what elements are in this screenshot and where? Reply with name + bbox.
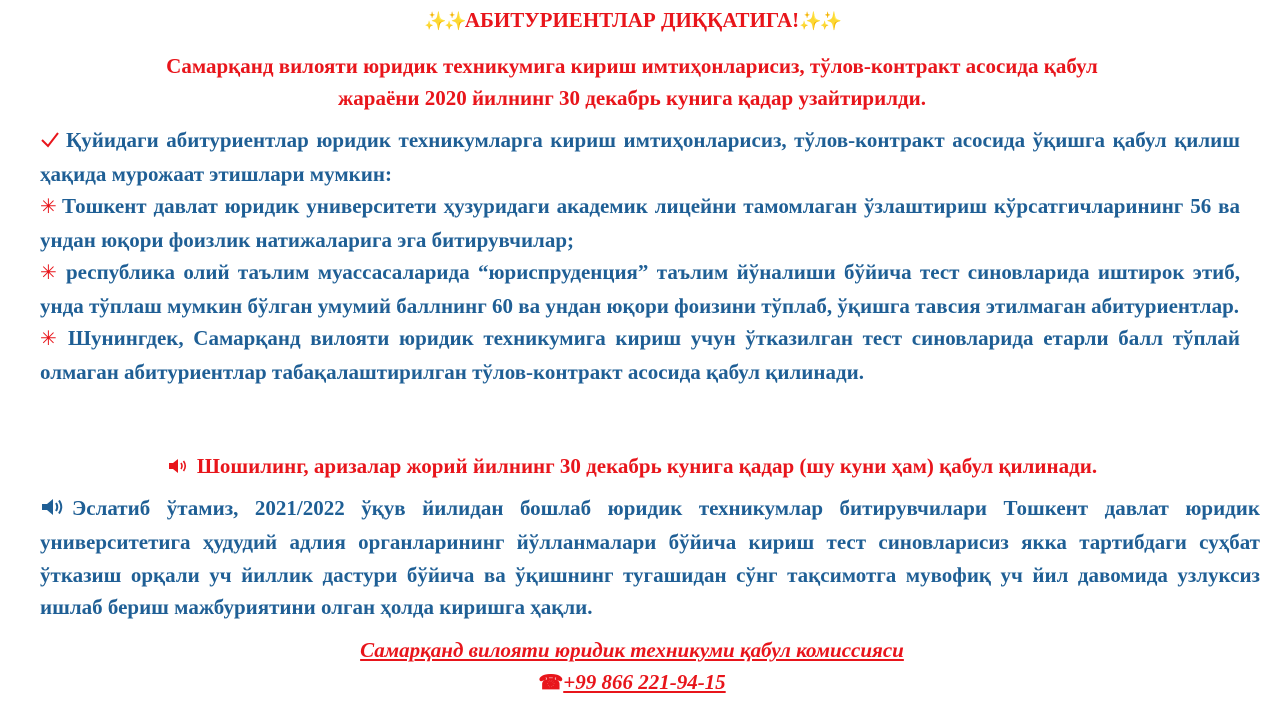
- announcement-title: [0, 6, 1264, 35]
- asterisk-icon: ✳: [40, 328, 57, 350]
- check-icon: [40, 125, 66, 158]
- signature-block: [0, 634, 1264, 699]
- eligibility-lead: [40, 124, 1240, 190]
- title-text: АБИТУРИЕНТЛАР ДИҚҚАТИГА!: [464, 8, 800, 32]
- sparkles-icon: ✨✨: [799, 11, 840, 31]
- commission-name: Самарқанд вилояти юридик техникуми қабул комиссияси: [360, 638, 904, 662]
- eligibility-item: [40, 256, 1240, 322]
- reminder-text: Эслатиб ўтамиз, 2021/2022 ўқув йилидан бошлаб юридик техникумлар битирувчилари Тошкент давлат юридик университетига ҳудудий адлия органларининг йўлланмалари бўйича кириш тест синовларисиз якка тартибдаги суҳбат ўтказиш орқали уч йиллик дастури бўйича ва ўқишнинг тугашидан сўнг тақсимотга мувофиқ уч йил давомида узлуксиз ишлаб бериш мажбуриятини олган ҳолда киришга ҳақли.: [40, 496, 1260, 620]
- eligibility-section: [40, 124, 1240, 388]
- eligibility-item: [40, 190, 1240, 256]
- intro-line-1: Самарқанд вилояти юридик техникумига кириш имтиҳонларисиз, тўлов-контракт асосида қабул: [166, 54, 1098, 78]
- phone-line: [0, 666, 1264, 699]
- reminder-paragraph: [40, 492, 1260, 624]
- speaker-icon: [167, 452, 189, 484]
- phone-icon: ☎: [538, 672, 564, 694]
- asterisk-icon: ✳: [40, 262, 57, 284]
- deadline-text: Шошилинг, аризалар жорий йилнинг 30 декабрь кунига қадар (шу куни ҳам) қабул қилинади.: [196, 454, 1098, 478]
- eligibility-item: [40, 322, 1240, 388]
- phone-number: +99 866 221-94-15: [563, 670, 726, 694]
- eligibility-item-text: Шунингдек, Самарқанд вилояти юридик техникумига кириш учун ўтказилган тест синовларида етарли балл тўплай олмаган абитуриентлар табақалаштирилган тўлов-контракт асосида қабул қилинади.: [40, 326, 1240, 384]
- eligibility-item-text: Тошкент давлат юридик университети ҳузуридаги академик лицейни тамомлаган ўзлаштириш кўрсатгичларининг 56 ва ундан юқори фоизлик натижаларига эга битирувчилар;: [40, 194, 1240, 252]
- asterisk-icon: ✳: [40, 196, 57, 218]
- sparkles-icon: ✨✨: [424, 11, 465, 31]
- eligibility-item-text: республика олий таълим муассасаларида “юриспруденция” таълим йўналиши бўйича тест синовларида иштирок этиб, унда тўплаш мумкин бўлган умумий баллнинг 60 ва ундан юқори фоизини тўплаб, ўқишга тавсия этилмаган абитуриентлар.: [40, 260, 1240, 318]
- loudspeaker-icon: [40, 494, 66, 527]
- deadline-notice: [0, 450, 1264, 484]
- intro-line-2: жараёни 2020 йилнинг 30 декабрь кунига қадар узайтирилди.: [338, 86, 926, 110]
- intro-paragraph: [60, 50, 1204, 114]
- eligibility-lead-text: Қуйидаги абитуриентлар юридик техникумларга кириш имтиҳонларисиз, тўлов-контракт асосида ўқишга қабул қилиш ҳақида мурожаат этишлари мумкин:: [40, 128, 1240, 186]
